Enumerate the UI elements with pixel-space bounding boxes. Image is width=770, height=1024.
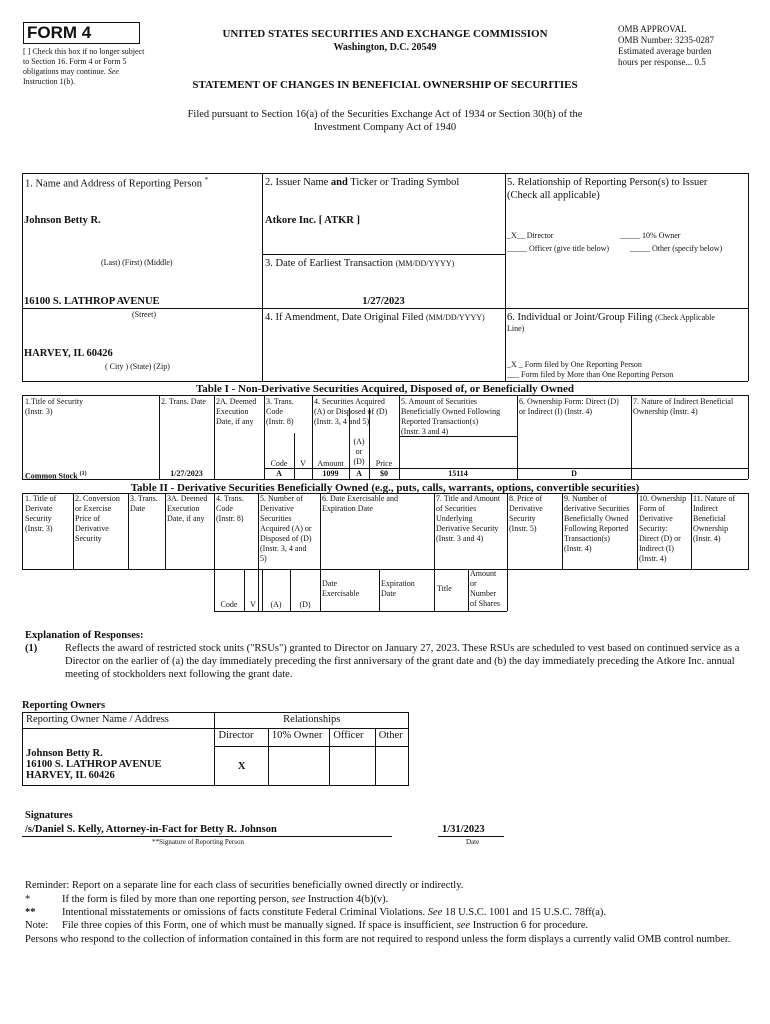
agency-address: Washington, D.C. 20549 — [333, 42, 437, 53]
owner-officer-mark — [330, 747, 375, 786]
t1-h-acquired: 4. Securities Acquired (A) or Disposed of (D) (Instr. 3, 4 and 5) — [314, 397, 388, 426]
explanation-number: (1) — [25, 643, 38, 654]
owners-col-officer: Officer — [330, 729, 375, 747]
owner-owner-mark — [268, 747, 329, 786]
date-label: Date — [466, 838, 480, 846]
agency-name: UNITED STATES SECURITIES AND EXCHANGE COMMISSION — [222, 28, 548, 40]
footer-omb-text: Persons who respond to the collection of information contained in this form are not required to respond unless the form displays a currently valid OMB control number. — [25, 934, 731, 945]
t2-h-conversion: 2. Conversion or Exercise Price of Derivative Security — [75, 494, 120, 543]
t1-row-price: $0 — [380, 469, 388, 478]
reporting-city: HARVEY, IL 60426 — [24, 348, 113, 359]
filing-one[interactable]: _X _ Form filed by One Reporting Person — [507, 360, 642, 369]
t2-sub-v: V — [250, 600, 256, 609]
rel-other[interactable]: _____ Other (specify below) — [630, 244, 723, 253]
reporting-name: Johnson Betty R. — [24, 215, 101, 226]
t2-h-date: 3. Trans. Date — [130, 494, 158, 513]
owners-col-relationships: Relationships — [215, 713, 409, 729]
signatures-heading: Signatures — [25, 810, 73, 821]
rel-ten-percent-owner[interactable]: _____ 10% Owner — [620, 231, 681, 240]
owners-col-owner: 10% Owner — [268, 729, 329, 747]
t2-sub-amount: Amount or Number of Shares — [470, 569, 500, 608]
table2-title: Table II - Derivative Securities Beneficially Owned (e.g., puts, calls, warrants, options, convertible securities) — [130, 482, 640, 494]
t2-h-exercisable: 6. Date Exercisable and Expiration Date — [322, 494, 398, 513]
t1-row-title: Common Stock $^{(1)}$ — [25, 471, 87, 481]
t1-row-ad: A — [356, 469, 362, 478]
table1-title: Table I - Non-Derivative Securities Acquired, Disposed of, or Beneficially Owned — [195, 383, 575, 395]
t1-row-code: A — [276, 469, 282, 478]
owner-director-mark: X — [215, 747, 268, 786]
t2-h-deemed: 3A. Deemed Execution Date, if any — [167, 494, 208, 523]
explanation-text: Reflects the award of restricted stock units ("RSUs") granted to Director on January 27, 2023. These RSUs are scheduled to vest based on continued service as a Director on the earlier of (a) the day immediately preceding the first anniversary of the grant date and (b) the day immediately preceding the Atkore Inc. annual meeting of stockholders next following the grant date. — [65, 643, 740, 680]
t1-h-date: 2. Trans. Date — [161, 397, 206, 406]
t1-h-owned: 5. Amount of Securities Beneficially Owned Following Reported Transaction(s) (Instr. 3 and 4) — [401, 397, 501, 436]
signer-label: **Signature of Reporting Person — [152, 838, 244, 846]
footer-reminder: Reminder: Report on a separate line for each class of securities beneficially owned directly or indirectly. — [25, 880, 464, 891]
label-issuer: 2. Issuer Name and Ticker or Trading Symbol — [265, 177, 460, 188]
form-title: FORM 4 — [23, 22, 140, 44]
t1-sub-amount: Amount — [317, 459, 344, 468]
city-label: ( City ) (State) (Zip) — [105, 362, 170, 371]
owners-col-director: Director — [215, 729, 268, 747]
t1-row-owned: 15114 — [448, 469, 468, 478]
t1-h-nature: 7. Nature of Indirect Beneficial Ownership (Instr. 4) — [633, 397, 734, 416]
footer-star1-mark: * — [25, 894, 31, 905]
t2-sub-code: Code — [220, 600, 238, 609]
explanation-heading: Explanation of Responses: — [25, 630, 144, 641]
t1-row-date: 1/27/2023 — [170, 469, 203, 478]
owners-heading: Reporting Owners — [22, 700, 106, 711]
owners-col-name: Reporting Owner Name / Address — [23, 713, 215, 729]
footer-note: File three copies of this Form, one of which must be manually signed. If space is insufficient, see Instruction 6 for procedure. — [62, 920, 589, 931]
t2-sub-title: Title — [437, 584, 452, 593]
t2-sub-d: (D) — [299, 600, 311, 609]
t2-h-code: 4. Trans. Code (Instr. 8) — [216, 494, 244, 523]
t1-h-form: 6. Ownership Form: Direct (D) or Indirect (I) (Instr. 4) — [519, 397, 619, 416]
owners-table — [22, 712, 409, 786]
t1-h-code: 3. Trans. Code (Instr. 8) — [266, 397, 294, 426]
label-relationship: 5. Relationship of Reporting Person(s) to Issuer (Check all applicable) — [507, 177, 708, 201]
reporting-street: 16100 S. LATHROP AVENUE — [24, 296, 160, 307]
t1-sub-ad: (A) or (D) — [353, 437, 365, 466]
rel-officer[interactable]: _____ Officer (give title below) — [507, 244, 610, 253]
omb-approval: OMB APPROVAL OMB Number: 3235-0287 Estimated average burden hours per response... 0.5 — [618, 24, 714, 67]
label-earliest-date: 3. Date of Earliest Transaction (MM/DD/YYYY) — [265, 258, 455, 269]
owner-other-mark — [375, 747, 408, 786]
t1-sub-v: V — [300, 459, 306, 468]
label-reporting-name: 1. Name and Address of Reporting Person * — [25, 176, 209, 190]
owner-entry: Johnson Betty R. 16100 S. LATHROP AVENUE HARVEY, IL 60426 — [23, 729, 215, 786]
footer-note-mark: Note: — [25, 920, 49, 931]
signer-name: /s/Daniel S. Kelly, Attorney-in-Fact for Betty R. Johnson — [25, 824, 277, 835]
t2-h-nature: 11. Nature of Indirect Beneficial Ownership (Instr. 4) — [693, 494, 736, 543]
t1-sub-price: Price — [375, 459, 393, 468]
t1-h-deemed: 2A. Deemed Execution Date, if any — [216, 397, 257, 426]
check-box-note[interactable]: [ ] Check this box if no longer subject to Section 16. Form 4 or Form 5 obligations may continue. See Instruction 1(b). — [23, 47, 145, 86]
rel-director[interactable]: _X__ Director — [507, 231, 554, 240]
t1-row-amount: 1099 — [322, 469, 339, 478]
t1-h-title: 1.Title of Security (Instr. 3) — [25, 397, 84, 416]
issuer-name: Atkore Inc. [ ATKR ] — [265, 215, 360, 226]
filed-pursuant: Filed pursuant to Section 16(a) of the Securities Exchange Act of 1934 or Section 30(h) of the Investment Company Act of 1940 — [187, 109, 583, 133]
street-label: (Street) — [132, 310, 156, 319]
label-filing: 6. Individual or Joint/Group Filing (Check Applicable Line) — [507, 312, 715, 333]
earliest-date: 1/27/2023 — [362, 296, 405, 307]
t2-sub-exp: Expiration Date — [381, 579, 415, 598]
statement-title: STATEMENT OF CHANGES IN BENEFICIAL OWNERSHIP OF SECURITIES — [192, 79, 578, 91]
name-parts-label: (Last) (First) (Middle) — [101, 258, 173, 267]
t2-h-ownership: 10. Ownership Form of Derivative Security: Direct (D) or Indirect (I) (Instr. 4) — [639, 494, 687, 563]
footer-star1: If the form is filed by more than one reporting person, see Instruction 4(b)(v). — [62, 894, 389, 905]
t2-sub-a: (A) — [270, 600, 282, 609]
filing-more[interactable]: ___ Form filed by More than One Reporting Person — [507, 370, 674, 379]
footer-star2: Intentional misstatements or omissions of facts constitute Federal Criminal Violations. See 18 U.S.C. 1001 and 15 U.S.C. 78ff(a). — [62, 907, 607, 918]
t2-h-title: 1. Title of Derivate Security (Instr. 3) — [25, 494, 57, 533]
signature-date: 1/31/2023 — [442, 824, 485, 835]
t2-sub-date-ex: Date Exercisable — [322, 579, 360, 598]
t2-h-price: 8. Price of Derivative Security (Instr. 5) — [509, 494, 543, 533]
t1-sub-code: Code — [270, 459, 288, 468]
t1-row-form: D — [571, 469, 577, 478]
t2-h-underlying: 7. Title and Amount of Securities Underlying Derivative Security (Instr. 3 and 4) — [436, 494, 501, 543]
label-amendment: 4. If Amendment, Date Original Filed (MM/DD/YYYY) — [265, 312, 485, 323]
t2-h-owned: 9. Number of derivative Securities Beneficially Owned Following Reported Transaction(s) (Instr. 4) — [564, 494, 630, 553]
t2-h-number: 5. Number of Derivative Securities Acquired (A) or Disposed of (D) (Instr. 3, 4 and 5) — [260, 494, 312, 563]
footer-star2-mark: ** — [25, 907, 36, 918]
owners-col-other: Other — [375, 729, 408, 747]
